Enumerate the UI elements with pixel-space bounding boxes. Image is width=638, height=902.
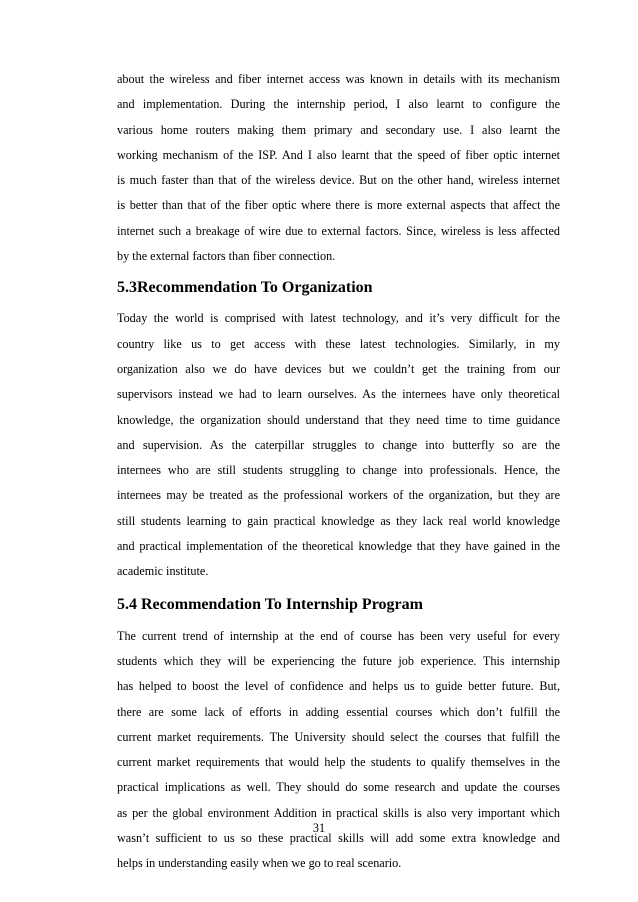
text-line: and implementation. During the internship period, I also learnt to configure the — [117, 97, 560, 112]
section-heading-recommendation-organization: 5.3Recommendation To Organization — [117, 279, 373, 297]
page-number: 31 — [312, 821, 326, 835]
text-line: about the wireless and fiber internet access was known in details with its mechanism — [117, 72, 560, 86]
text-line: The current trend of internship at the end of course has been very useful for every — [117, 628, 560, 643]
paragraph-intro — [117, 67, 560, 269]
text-line: students which they will be experiencing the future job experience. This internship — [117, 653, 560, 668]
text-line: internees who are still students struggling to change into professionals. Hence, the — [117, 463, 560, 478]
paragraph-recommendation-organization — [117, 306, 560, 584]
paragraph-recommendation-internship — [117, 624, 560, 877]
text-line: wasn’t sufficient to us so these practical skills will add some extra knowledge and — [117, 831, 560, 846]
text-line: there are some lack of efforts in adding essential courses which don’t fulfill the — [117, 704, 560, 719]
text-line: practical implications as well. They should do some research and update the courses — [117, 780, 560, 795]
text-line: helps in understanding easily when we go to real scenario. — [117, 856, 402, 871]
text-line: by the external factors than fiber connection. — [117, 249, 336, 264]
text-line: organization also we do have devices but we couldn’t get the training from our — [117, 361, 560, 376]
text-line: knowledge, the organization should understand that they need time to time guidance — [117, 412, 560, 427]
text-line: country like us to get access with these latest technologies. Similarly, in my — [117, 336, 560, 351]
section-heading-recommendation-internship: 5.4 Recommendation To Internship Program — [117, 595, 423, 613]
text-line: Today the world is comprised with latest technology, and it’s very difficult for the — [117, 311, 560, 326]
text-line: and supervision. As the caterpillar struggles to change into butterfly so are the — [117, 437, 560, 452]
text-line: academic institute. — [117, 564, 209, 579]
text-line: as per the global environment Addition in practical skills is also very important which — [117, 805, 560, 820]
text-line: current market requirements. The University should select the courses that fulfill the — [117, 729, 560, 744]
text-line: internees may be treated as the professional workers of the organization, but they are — [117, 488, 560, 503]
text-line: various home routers making them primary and secondary use. I also learnt the — [117, 122, 560, 137]
text-line: and practical implementation of the theoretical knowledge that they have gained in the — [117, 539, 560, 554]
text-line: supervisors instead we had to learn ourselves. As the internees have only theoretical — [117, 387, 560, 402]
document-page — [117, 67, 560, 877]
text-line: has helped to boost the level of confidence and helps us to guide better future. But, — [117, 679, 560, 694]
text-line: is much faster than that of the wireless device. But on the other hand, wireless internet — [117, 173, 560, 188]
text-line: working mechanism of the ISP. And I also learnt that the speed of fiber optic internet — [117, 147, 560, 162]
text-line: current market requirements that would help the students to qualify themselves in the — [117, 755, 560, 770]
text-line: is better than that of the fiber optic where there is more external aspects that affect the — [117, 198, 560, 213]
text-line: still students learning to gain practical knowledge as they lack real world knowledge — [117, 513, 560, 528]
text-line: internet such a breakage of wire due to external factors. Since, wireless is less affected — [117, 223, 560, 238]
